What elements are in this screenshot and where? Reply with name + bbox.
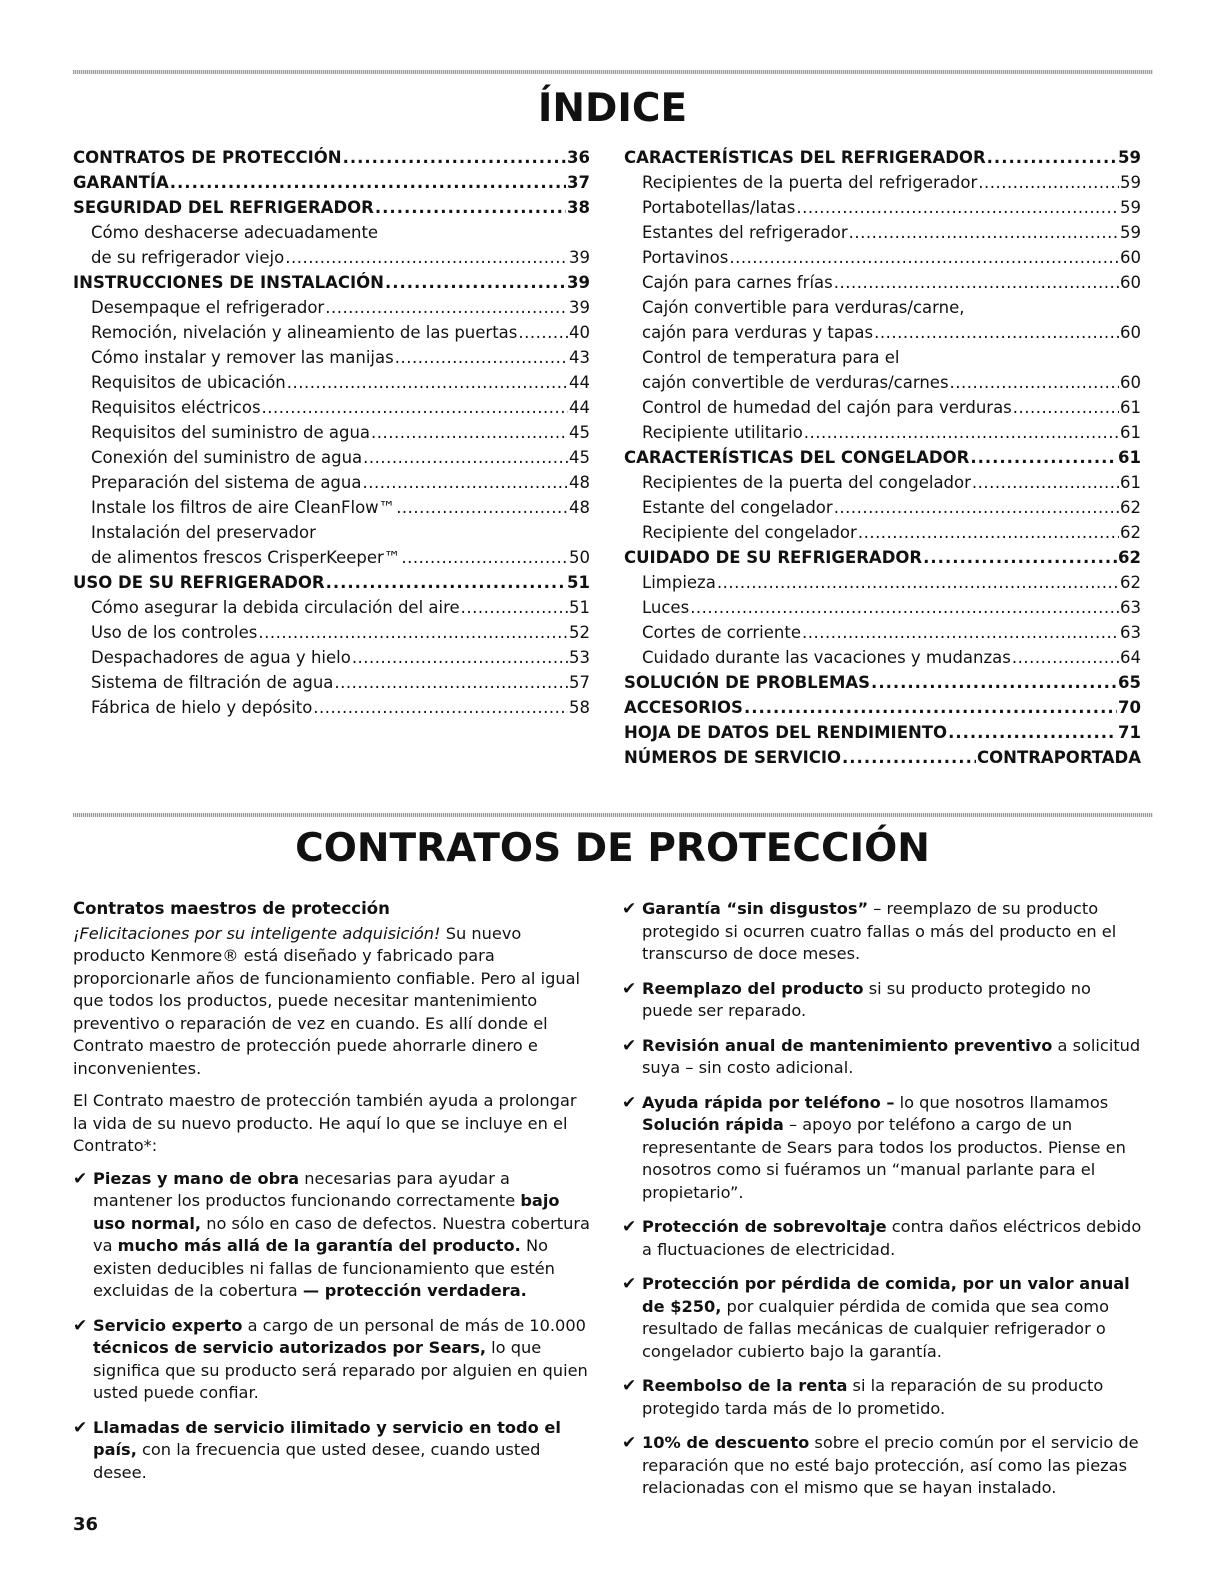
checkmark-icon: ✔: [622, 1035, 637, 1056]
benefit-plain-text: necesarias para ayudar a mantener los productos funcionando correctamente: [93, 1168, 521, 1210]
intro-rest: Su nuevo producto Kenmore® está diseñado y fabricado para proporcionarle años de funcionamiento confiable. Pero al igual que todos los productos, puede necesitar mantenimiento preventivo o reparación de vez en cuando. Es allí donde el Contrato maestro de protección puede ahorrarle dinero e inconvenientes.: [73, 923, 581, 1078]
benefit-text: [93, 1315, 593, 1405]
toc-entry-label: Portabotellas/latas: [642, 198, 796, 217]
benefit-item: [73, 1417, 593, 1485]
toc-entry-label: USO DE SU REFRIGERADOR: [73, 573, 325, 592]
toc-page-number: 61: [1120, 398, 1141, 417]
right-benefit-list: [622, 898, 1142, 1500]
toc-subentry: [624, 270, 1141, 295]
toc-entry-label: Recipientes de la puerta del refrigerador: [642, 173, 978, 192]
benefit-bold-text: Servicio experto: [93, 1315, 243, 1335]
toc-page-number: 63: [1120, 598, 1141, 617]
toc-leader-dots: [729, 245, 1119, 270]
benefit-plain-text: por cualquier pérdida de comida que sea como resultado de fallas mecánicas de cualquier refrigerador o congelador cubierto bajo la garantía.: [642, 1296, 1109, 1361]
benefit-plain-text: lo que significa que su producto será reparado por alguien en quien usted puede confiar.: [93, 1338, 588, 1402]
toc-page-number: 36: [567, 148, 590, 167]
toc-leader-dots: [363, 445, 568, 470]
checkmark-icon: ✔: [622, 1092, 637, 1113]
toc-entry-label: Portavinos: [642, 248, 729, 267]
benefit-text: [642, 1375, 1142, 1420]
benefit-bold-text: bajo uso normal,: [93, 1191, 560, 1233]
toc-leader-dots: [313, 695, 568, 720]
toc-page-number: 61: [1120, 473, 1141, 492]
toc-leader-dots: [258, 620, 568, 645]
toc-section-entry: [624, 745, 1141, 770]
toc-entry-label: de alimentos frescos CrisperKeeper™: [91, 548, 401, 567]
toc-subentry: [624, 570, 1141, 595]
benefit-plain-text: – reemplazo de su producto protegido si ocurren cuatro fallas o más del producto en el transcurso de doce meses.: [642, 899, 1117, 963]
benefit-item: [622, 1092, 1142, 1205]
toc-entry-label: Conexión del suministro de agua: [91, 448, 363, 467]
toc-subentry: [624, 620, 1141, 645]
toc-subentry: [73, 620, 590, 645]
intro-italic: ¡Felicitaciones por su inteligente adquisición!: [73, 923, 441, 943]
checkmark-icon: ✔: [622, 1433, 637, 1453]
toc-page-number: 59: [1120, 223, 1141, 242]
toc-subentry: [73, 395, 590, 420]
toc-page-number: 51: [567, 573, 590, 592]
toc-leader-dots: [972, 470, 1119, 495]
toc-left-column: [73, 145, 590, 720]
toc-page-number: 51: [569, 598, 590, 617]
toc-page-number: 39: [569, 298, 590, 317]
toc-leader-dots: [262, 395, 568, 420]
intro-paragraph: [73, 923, 593, 1081]
benefit-text: [642, 898, 1142, 966]
benefit-item: [622, 1432, 1142, 1500]
toc-page-number: 62: [1120, 523, 1141, 542]
benefit-bold-text: Revisión anual de mantenimiento preventivo: [642, 1035, 1053, 1055]
toc-leader-dots: [849, 220, 1119, 245]
toc-entry-label: Cajón para carnes frías: [642, 273, 833, 292]
toc-leader-dots: [950, 370, 1119, 395]
toc-page-number: 45: [569, 423, 590, 442]
benefit-item: [622, 1216, 1142, 1261]
toc-entry-text: Control de temperatura para el: [642, 348, 900, 367]
toc-entry-label: Recipiente utilitario: [642, 423, 803, 442]
toc-leader-dots: [834, 270, 1119, 295]
toc-page-number: 53: [569, 648, 590, 667]
toc-leader-dots: [948, 720, 1117, 745]
toc-page-number: 44: [569, 373, 590, 392]
toc-leader-dots: [326, 570, 566, 595]
toc-page-number: 43: [569, 348, 590, 367]
toc-subentry: [73, 595, 590, 620]
toc-entry-label: SEGURIDAD DEL REFRIGERADOR: [73, 198, 374, 217]
benefit-text: [93, 1417, 593, 1485]
toc-leader-dots: [970, 445, 1117, 470]
toc-page-number: 50: [569, 548, 590, 567]
checkmark-icon: ✔: [73, 1315, 88, 1336]
toc-page-number: 59: [1118, 148, 1141, 167]
toc-subentry: [624, 370, 1141, 395]
toc-entry-label: CUIDADO DE SU REFRIGERADOR: [624, 548, 923, 567]
toc-entry-text: Cajón convertible para verduras/carne,: [642, 298, 965, 317]
toc-entry-label: Control de humedad del cajón para verduras: [642, 398, 1012, 417]
toc-entry-label: Recipientes de la puerta del congelador: [642, 473, 971, 492]
toc-entry-label: Cuidado durante las vacaciones y mudanzas: [642, 648, 1011, 667]
toc-entry-label: Fábrica de hielo y depósito: [91, 698, 313, 717]
toc-entry-label: Cómo instalar y remover las manijas: [91, 348, 394, 367]
toc-page-number: 65: [1118, 673, 1141, 692]
toc-subentry: [73, 370, 590, 395]
toc-subentry: [624, 420, 1141, 445]
toc-leader-dots: [362, 470, 568, 495]
toc-page-number: 60: [1120, 323, 1141, 342]
toc-entry-label: Estante del congelador: [642, 498, 833, 517]
toc-page-number: CONTRAPORTADA: [977, 748, 1141, 767]
checkmark-icon: ✔: [622, 1274, 637, 1294]
toc-page-number: 59: [1120, 198, 1141, 217]
toc-section-entry: [624, 545, 1141, 570]
toc-page-number: 52: [569, 623, 590, 642]
contratos-left-column: [73, 898, 593, 1496]
toc-leader-dots: [1012, 645, 1119, 670]
toc-page-number: 40: [569, 323, 590, 342]
checkmark-icon: ✔: [622, 1376, 637, 1396]
toc-leader-dots: [343, 145, 566, 170]
benefit-plain-text: a solicitud suya – sin costo adicional.: [642, 1035, 1141, 1077]
toc-leader-dots: [385, 270, 566, 295]
toc-page-number: 38: [567, 198, 590, 217]
toc-right-column: [624, 145, 1141, 770]
benefit-text: [642, 1273, 1142, 1363]
toc-subentry: [624, 195, 1141, 220]
contratos-title: CONTRATOS DE PROTECCIÓN: [295, 826, 930, 871]
benefit-bold-text: 10% de descuento: [642, 1433, 810, 1452]
toc-subentry: [73, 645, 590, 670]
toc-leader-dots: [352, 645, 568, 670]
toc-page-number: 62: [1120, 498, 1141, 517]
toc-entry-label: ACCESORIOS: [624, 698, 743, 717]
toc-leader-dots: [395, 345, 568, 370]
toc-leader-dots: [987, 145, 1117, 170]
benefit-text: [642, 1432, 1142, 1500]
toc-section-entry: [624, 145, 1141, 170]
toc-subentry: [73, 245, 590, 270]
toc-leader-dots: [871, 670, 1117, 695]
toc-subentry: [73, 445, 590, 470]
toc-subentry: [624, 220, 1141, 245]
toc-page-number: 61: [1120, 423, 1141, 442]
benefit-text: [642, 978, 1142, 1023]
toc-page-number: 60: [1120, 248, 1141, 267]
toc-subentry: [73, 345, 590, 370]
benefit-bold-text: Piezas y mano de obra: [93, 1168, 300, 1188]
toc-page-number: 62: [1118, 548, 1141, 567]
checkmark-icon: ✔: [73, 1168, 88, 1189]
benefit-bold-text: Solución rápida: [642, 1115, 784, 1134]
toc-entry-label: de su refrigerador viejo: [91, 248, 285, 267]
toc-subentry: [73, 420, 590, 445]
toc-entry-label: Instale los filtros de aire CleanFlow™: [91, 498, 396, 517]
toc-entry-label: Limpieza: [642, 573, 716, 592]
benefit-item: [622, 898, 1142, 966]
toc-page-number: 59: [1120, 173, 1141, 192]
paragraph-2: El Contrato maestro de protección también ayuda a prolongar la vida de su nuevo producto. He aquí lo que se incluye en el Contrato*:: [73, 1091, 577, 1155]
benefit-plain-text: sobre el precio común por el servicio de reparación que no esté bajo protección, así como las piezas relacionadas con el mismo que se hayan instalado.: [642, 1433, 1139, 1497]
toc-entry-label: Requisitos eléctricos: [91, 398, 261, 417]
toc-entry-label: Desempaque el refrigerador: [91, 298, 325, 317]
toc-entry-label: Requisitos de ubicación: [91, 373, 286, 392]
toc-subentry: [624, 395, 1141, 420]
toc-entry-label: Remoción, nivelación y alineamiento de las puertas: [91, 323, 518, 342]
toc-entry-label: CARACTERÍSTICAS DEL REFRIGERADOR: [624, 148, 986, 167]
toc-page-number: 60: [1120, 273, 1141, 292]
toc-entry-label: GARANTÍA: [73, 173, 169, 192]
toc-subentry: [73, 545, 590, 570]
toc-entry-label: Cómo asegurar la debida circulación del aire: [91, 598, 460, 617]
toc-leader-dots: [371, 420, 568, 445]
benefit-item: [622, 978, 1142, 1023]
toc-section-entry: [624, 670, 1141, 695]
benefit-plain-text: no sólo en caso de defectos. Nuestra cobertura va: [93, 1213, 590, 1255]
contratos-right-column: [622, 898, 1142, 1512]
toc-leader-dots: [325, 295, 568, 320]
toc-page-number: 58: [569, 698, 590, 717]
toc-entry-label: Estantes del refrigerador: [642, 223, 848, 242]
toc-entry-label: cajón convertible de verduras/carnes: [642, 373, 949, 392]
benefit-plain-text: si su producto protegido no puede ser reparado.: [642, 978, 1091, 1020]
toc-subentry: [624, 170, 1141, 195]
checkmark-icon: ✔: [622, 978, 637, 999]
toc-page-number: 44: [569, 398, 590, 417]
toc-page-number: 48: [569, 473, 590, 492]
toc-leader-dots: [287, 370, 568, 395]
toc-entry-label: Preparación del sistema de agua: [91, 473, 362, 492]
toc-section-entry: [624, 445, 1141, 470]
toc-section-entry: [73, 270, 590, 295]
toc-leader-dots: [978, 170, 1119, 195]
benefit-item: [73, 1168, 593, 1303]
toc-subentry: [624, 470, 1141, 495]
benefit-plain-text: contra daños eléctricos debido a fluctuaciones de electricidad.: [642, 1217, 1142, 1259]
toc-leader-dots: [804, 420, 1119, 445]
toc-page-number: 64: [1120, 648, 1141, 667]
toc-entry-text: Cómo deshacerse adecuadamente: [91, 223, 379, 242]
benefit-bold-text: Llamadas de servicio ilimitado y servicio en todo el país,: [93, 1417, 561, 1459]
indice-title: ÍNDICE: [537, 86, 688, 131]
toc-entry-label: Requisitos del suministro de agua: [91, 423, 371, 442]
toc-section-entry: [73, 570, 590, 595]
checkmark-icon: ✔: [73, 1417, 88, 1438]
toc-leader-dots: [923, 545, 1117, 570]
toc-subentry: [73, 670, 590, 695]
toc-section-entry: [73, 195, 590, 220]
toc-subentry: [73, 695, 590, 720]
checkmark-icon: ✔: [622, 1217, 637, 1237]
benefit-item: [622, 1035, 1142, 1080]
toc-leader-dots: [874, 320, 1119, 345]
toc-page-number: 57: [569, 673, 590, 692]
toc-entry-label: Cortes de corriente: [642, 623, 801, 642]
benefit-bold-text: mucho más allá de la garantía del producto.: [117, 1236, 521, 1255]
toc-entry-label: HOJA DE DATOS DEL RENDIMIENTO: [624, 723, 948, 742]
toc-subentry: [624, 245, 1141, 270]
benefit-bold-text: — protección verdadera.: [302, 1281, 527, 1300]
toc-page-number: 61: [1118, 448, 1141, 467]
toc-leader-dots: [717, 570, 1119, 595]
toc-page-number: 48: [569, 498, 590, 517]
toc-subentry: [624, 495, 1141, 520]
toc-leader-dots: [170, 170, 566, 195]
toc-entry-label: NÚMEROS DE SERVICIO: [624, 748, 842, 767]
toc-section-entry: [73, 170, 590, 195]
toc-leader-dots: [802, 620, 1119, 645]
toc-leader-dots: [796, 195, 1119, 220]
toc-subentry: [73, 320, 590, 345]
toc-entry-label: Recipiente del congelador: [642, 523, 857, 542]
benefit-bold-text: Garantía “sin disgustos”: [642, 899, 869, 918]
toc-leader-dots: [690, 595, 1119, 620]
toc-page-number: 62: [1120, 573, 1141, 592]
toc-page-number: 39: [569, 248, 590, 267]
toc-entry-label: Despachadores de agua y hielo: [91, 648, 351, 667]
toc-page-number: 70: [1118, 698, 1141, 717]
benefit-item: [622, 1273, 1142, 1363]
contratos-subhead: Contratos maestros de protección: [73, 899, 390, 918]
toc-page-number: 39: [567, 273, 590, 292]
toc-leader-dots: [461, 595, 568, 620]
benefit-plain-text: No existen deducibles ni fallas de funcionamiento que estén excluidas de la cobertura: [93, 1236, 555, 1300]
benefit-text: [642, 1035, 1142, 1080]
toc-entry-text: Instalación del preservador: [91, 523, 316, 542]
toc-entry-label: INSTRUCCIONES DE INSTALACIÓN: [73, 273, 384, 292]
toc-subentry: [624, 320, 1141, 345]
toc-subentry: [624, 520, 1141, 545]
toc-leader-dots: [842, 745, 976, 770]
toc-leader-dots: [396, 495, 568, 520]
page-number: 36: [73, 1514, 99, 1535]
toc-entry-label: Uso de los controles: [91, 623, 258, 642]
toc-leader-dots: [834, 495, 1119, 520]
benefit-text: [642, 1216, 1142, 1261]
toc-leader-dots: [401, 545, 568, 570]
toc-page-number: 63: [1120, 623, 1141, 642]
toc-entry-label: CONTRATOS DE PROTECCIÓN: [73, 148, 342, 167]
toc-leader-dots: [375, 195, 566, 220]
toc-leader-dots: [858, 520, 1119, 545]
toc-entry-label: Sistema de filtración de agua: [91, 673, 334, 692]
checkmark-icon: ✔: [622, 899, 637, 919]
left-benefit-list: [73, 1168, 593, 1485]
toc-leader-dots: [518, 320, 568, 345]
benefit-bold-text: Ayuda rápida por teléfono –: [642, 1092, 895, 1112]
toc-subentry: [73, 495, 590, 520]
toc-leader-dots: [1013, 395, 1119, 420]
toc-section-entry: [73, 145, 590, 170]
benefit-plain-text: lo que nosotros llamamos: [894, 1092, 1109, 1112]
benefit-bold-text: Protección por pérdida de comida, por un valor anual de $250,: [642, 1274, 1130, 1316]
toc-subentry: [624, 645, 1141, 670]
toc-entry-label: cajón para verduras y tapas: [642, 323, 874, 342]
toc-entry-label: Luces: [642, 598, 690, 617]
toc-subentry: [624, 595, 1141, 620]
benefit-item: [73, 1315, 593, 1405]
toc-page-number: 37: [567, 173, 590, 192]
benefit-bold-text: Protección de sobrevoltaje: [642, 1217, 887, 1236]
benefit-plain-text: – apoyo por teléfono a cargo de un representante de Sears para todos los productos. Piense en nosotros como si fuéramos un “manual parlante para el propietario”.: [642, 1115, 1126, 1202]
section-rule: [73, 813, 1153, 817]
toc-leader-dots: [744, 695, 1117, 720]
benefit-plain-text: con la frecuencia que usted desee, cuando usted desee.: [93, 1440, 541, 1482]
toc-section-entry: [624, 720, 1141, 745]
toc-entry-label: SOLUCIÓN DE PROBLEMAS: [624, 673, 871, 692]
benefit-bold-text: Reemplazo del producto: [642, 978, 864, 998]
toc-page-number: 60: [1120, 373, 1141, 392]
benefit-text: [93, 1168, 593, 1303]
toc-leader-dots: [285, 245, 568, 270]
toc-page-number: 71: [1118, 723, 1141, 742]
benefit-item: [622, 1375, 1142, 1420]
benefit-text: [642, 1092, 1142, 1205]
benefit-bold-text: Reembolso de la renta: [642, 1376, 848, 1395]
benefit-plain-text: si la reparación de su producto protegido tarda más de lo prometido.: [642, 1376, 1104, 1418]
toc-page-number: 45: [569, 448, 590, 467]
toc-section-entry: [624, 695, 1141, 720]
top-rule: [73, 70, 1153, 74]
toc-subentry: [73, 470, 590, 495]
toc-leader-dots: [334, 670, 568, 695]
benefit-bold-text: técnicos de servicio autorizados por Sears,: [93, 1338, 486, 1357]
benefit-plain-text: a cargo de un personal de más de 10.000: [242, 1315, 586, 1335]
toc-entry-label: CARACTERÍSTICAS DEL CONGELADOR: [624, 448, 970, 467]
toc-subentry: [73, 295, 590, 320]
